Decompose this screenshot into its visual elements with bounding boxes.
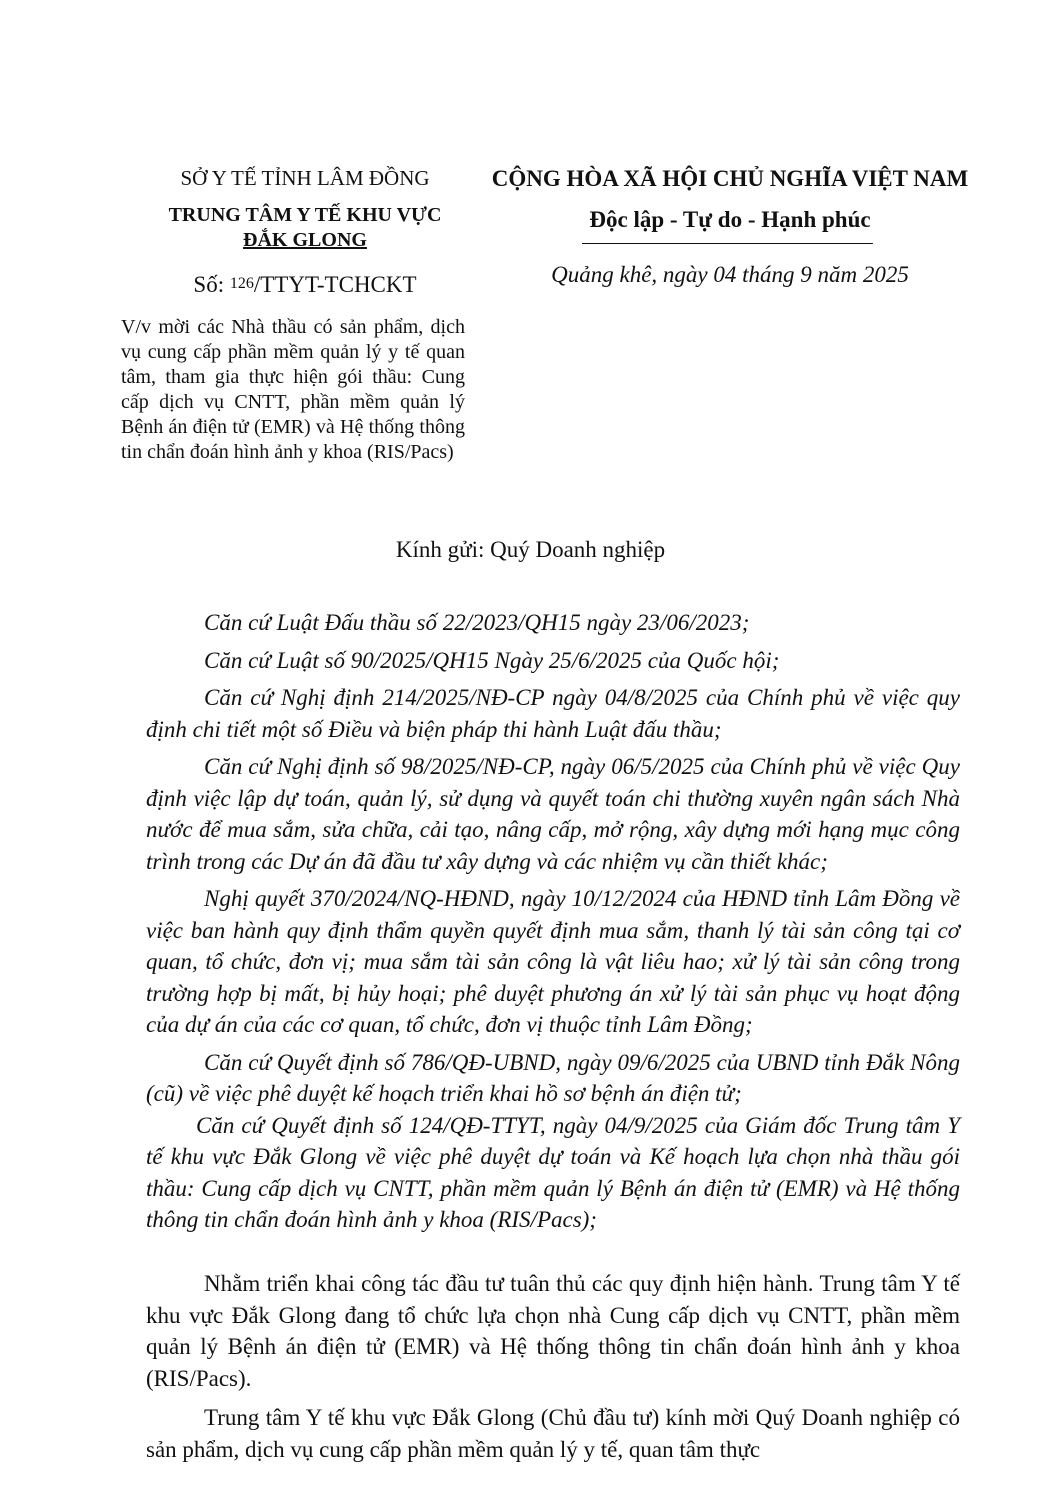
legal-bases [146, 607, 960, 1236]
body-paragraphs [146, 1268, 960, 1465]
legal-basis-item: Căn cứ Quyết định số 124/QĐ-TTYT, ngày 04/9/2025 của Giám đốc Trung tâm Y tế khu vực Đắk Glong về việc phê duyệt dự toán và Kế hoạch lựa chọn nhà thầu gói thầu: Cung cấp dịch vụ CNTT, phần mềm quản lý Bệnh án điện tử (EMR) và Hệ thống thông tin chẩn đoán hình ảnh y khoa (RIS/Pacs); [146, 1112, 960, 1232]
document-number [140, 272, 470, 298]
national-title: CỘNG HÒA XÃ HỘI CHỦ NGHĨA VIỆT NAM [491, 166, 969, 191]
department-name: SỞ Y TẾ TỈNH LÂM ĐỒNG [180, 166, 430, 190]
legal-basis-item: Căn cứ Luật số 90/2025/QH15 Ngày 25/6/2025 của Quốc hội; [204, 647, 780, 673]
document-number-prefix: Số: [193, 272, 230, 297]
salutation: Kính gửi: Quý Doanh nghiệp [395, 537, 666, 562]
document-subject: V/v mời các Nhà thầu có sản phẩm, dịch vụ cung cấp phần mềm quản lý y tế quan tâm, tham gia thực hiện gói thầu: Cung cấp dịch vụ CNTT, phần mềm quản lý Bệnh án điện tử (EMR) và Hệ thống thông tin chẩn đoán hình ảnh y khoa (RIS/Pacs) [121, 316, 465, 463]
legal-basis-item: Nghị quyết 370/2024/NQ-HĐND, ngày 10/12/2024 của HĐND tỉnh Lâm Đồng về việc ban hành quy định thẩm quyền quyết định mua sắm, thanh lý tài sản công tại cơ quan, tổ chức, đơn vị; mua sắm tài sản công là vật liêu hao; xử lý tài sản công trong trường hợp bị mất, bị hủy hoại; phê duyệt phương án xử lý tài sản phục vụ hoạt động của dự án của các cơ quan, tổ chức, đơn vị thuộc tỉnh Lâm Đồng; [146, 886, 960, 1037]
agency-name-line2 [140, 229, 470, 252]
national-motto: Độc lập - Tự do - Hạnh phúc [589, 207, 871, 232]
legal-basis-item: Căn cứ Nghị định số 98/2025/NĐ-CP, ngày 06/5/2025 của Chính phủ về việc Quy định việc lập dự toán, quản lý, sử dụng và quyết toán chi thường xuyên ngân sách Nhà nước để mua sắm, sửa chữa, cải tạo, nâng cấp, mở rộng, xây dựng mới hạng mục công trình trong các Dự án đã đầu tư xây dựng và các nhiệm vụ cần thiết khác; [146, 754, 960, 874]
legal-basis-item: Căn cứ Luật Đấu thầu số 22/2023/QH15 ngày 23/06/2023; [204, 610, 750, 635]
place-date: Quảng khê, ngày 04 tháng 9 năm 2025 [551, 262, 909, 287]
agency-name-line1: TRUNG TÂM Y TẾ KHU VỰC [168, 204, 442, 226]
legal-basis-item: Căn cứ Quyết định số 786/QĐ-UBND, ngày 09/6/2025 của UBND tỉnh Đắk Nông (cũ) về việc phê duyệt kế hoạch triển khai hồ sơ bệnh án điện tử; [146, 1049, 960, 1106]
body-paragraph: Nhằm triển khai công tác đầu tư tuân thủ các quy định hiện hành. Trung tâm Y tế khu vực Đắk Glong đang tổ chức lựa chọn nhà Cung cấp dịch vụ CNTT, phần mềm quản lý Bệnh án điện tử (EMR) và Hệ thống thông tin chẩn đoán hình ảnh y khoa (RIS/Pacs). [146, 1271, 960, 1391]
body-paragraph: Trung tâm Y tế khu vực Đắk Glong (Chủ đầu tư) kính mời Quý Doanh nghiệp có sản phẩm, dịch vụ cung cấp phần mềm quản lý y tế, quan tâm thực [146, 1405, 960, 1462]
agency-name-line2-text: ĐẮK GLONG [243, 229, 367, 251]
motto-underline [582, 243, 873, 244]
document-number-handwritten: 126 [229, 275, 254, 292]
document-number-suffix: /TTYT-TCHCKT [253, 272, 417, 297]
legal-basis-item: Căn cứ Nghị định 214/2025/NĐ-CP ngày 04/8/2025 của Chính phủ về việc quy định chi tiết một số Điều và biện pháp thi hành Luật đấu thầu; [146, 685, 960, 742]
